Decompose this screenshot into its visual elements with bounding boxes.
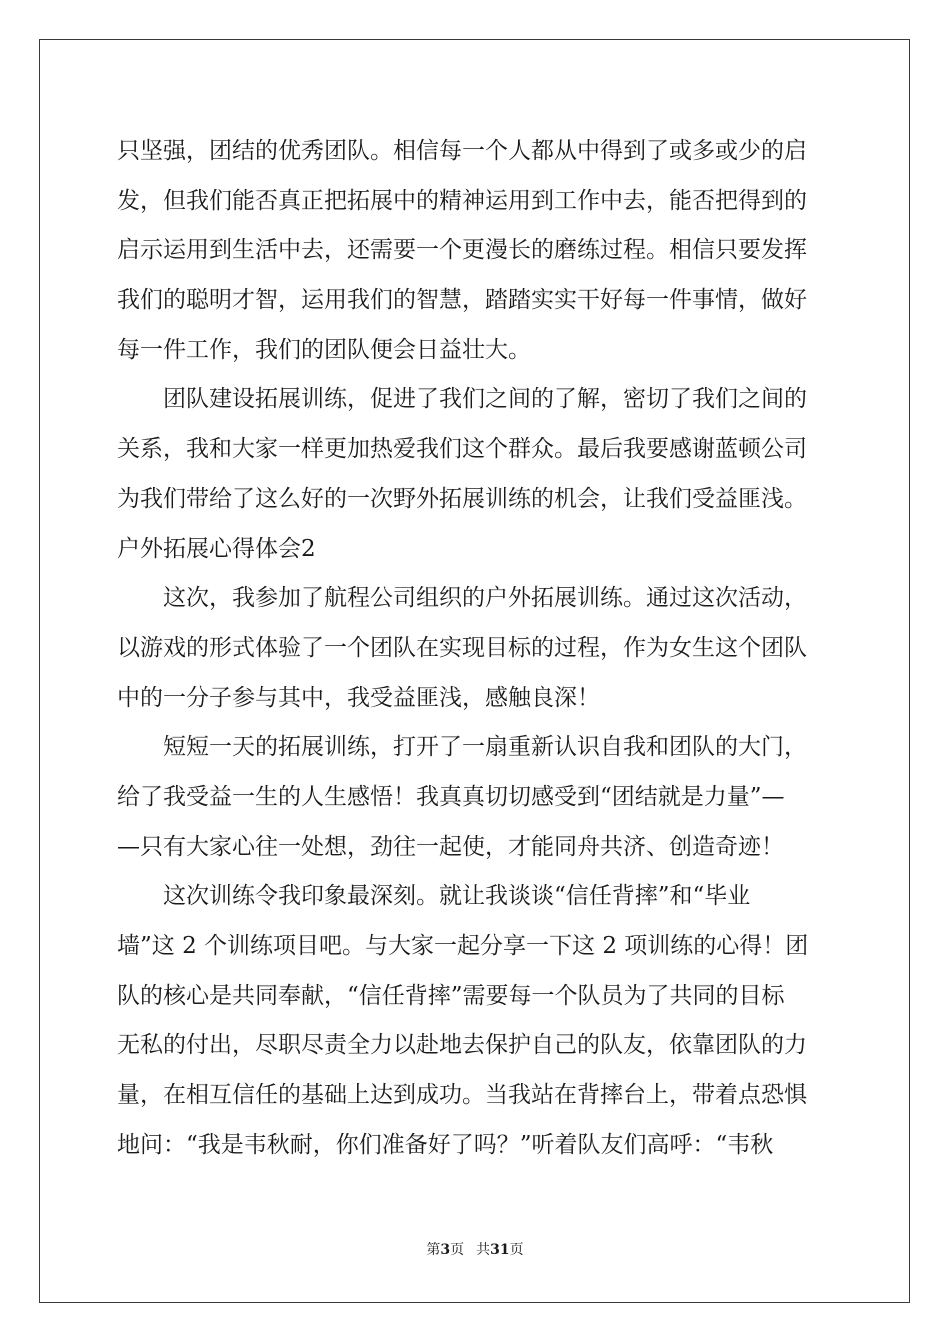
- text-line: 队的核心是共同奉献，“信任背摔”需要每一个队员为了共同的目标: [117, 982, 785, 1009]
- text-line: —只有大家心往一处想，劲往一起使，才能同舟共济、创造奇迹！: [117, 833, 784, 860]
- text-line: 无私的付出，尽职尽责全力以赴地去保护自己的队友，依靠团队的力: [117, 1032, 807, 1059]
- paragraph-first-line: 团队建设拓展训练，促进了我们之间的了解，密切了我们之间的: [163, 386, 807, 413]
- text-line: 中的一分子参与其中，我受益匪浅，感触良深！: [117, 684, 600, 711]
- page-prefix: 第: [426, 1242, 441, 1258]
- total-prefix: 共: [476, 1242, 491, 1258]
- paragraph-first-line: 这次，我参加了航程公司组织的户外拓展训练。通过这次活动，: [163, 585, 807, 612]
- text-line: 给了我受益一生的人生感悟！我真真切切感受到“团结就是力量”—: [117, 783, 785, 810]
- text-line: 关系，我和大家一样更加热爱我们这个群众。最后我要感谢蓝顿公司: [117, 436, 807, 463]
- text-line: 我们的聪明才智，运用我们的智慧，踏踏实实干好每一件事情，做好: [117, 287, 807, 314]
- text-line: 发，但我们能否真正把拓展中的精神运用到工作中去，能否把得到的: [117, 187, 807, 214]
- text-line: 只坚强，团结的优秀团队。相信每一个人都从中得到了或多或少的启: [117, 138, 807, 164]
- text-line: 量，在相互信任的基础上达到成功。当我站在背摔台上，带着点恐惧: [117, 1082, 807, 1109]
- text-line: 以游戏的形式体验了一个团队在实现目标的过程，作为女生这个团队: [117, 634, 807, 661]
- text-line: 地问：“我是韦秋耐，你们准备好了吗？”听着队友们高呼：“韦秋: [117, 1131, 774, 1158]
- text-line: 每一件工作，我们的团队便会日益壮大。: [117, 336, 531, 363]
- section-heading: 户外拓展心得体会2: [117, 535, 316, 562]
- paragraph-first-line: 短短一天的拓展训练，打开了一扇重新认识自我和团队的大门，: [163, 734, 807, 761]
- page-number: 3: [440, 1242, 451, 1258]
- paragraph-first-line: 这次训练令我印象最深刻。就让我谈谈“信任背摔”和“毕业: [163, 883, 751, 910]
- page-unit: 页: [450, 1242, 465, 1258]
- text-line: 墙”这 2 个训练项目吧。与大家一起分享一下这 2 项训练的心得！团: [117, 933, 809, 959]
- document-body: [117, 127, 833, 1170]
- total-pages: 31: [490, 1242, 510, 1258]
- page-footer: [0, 1241, 950, 1259]
- text-line: 为我们带给了这么好的一次野外拓展训练的机会，让我们受益匪浅。: [117, 485, 807, 512]
- total-unit: 页: [509, 1242, 524, 1258]
- text-line: 启示运用到生活中去，还需要一个更漫长的磨练过程。相信只要发挥: [117, 237, 807, 264]
